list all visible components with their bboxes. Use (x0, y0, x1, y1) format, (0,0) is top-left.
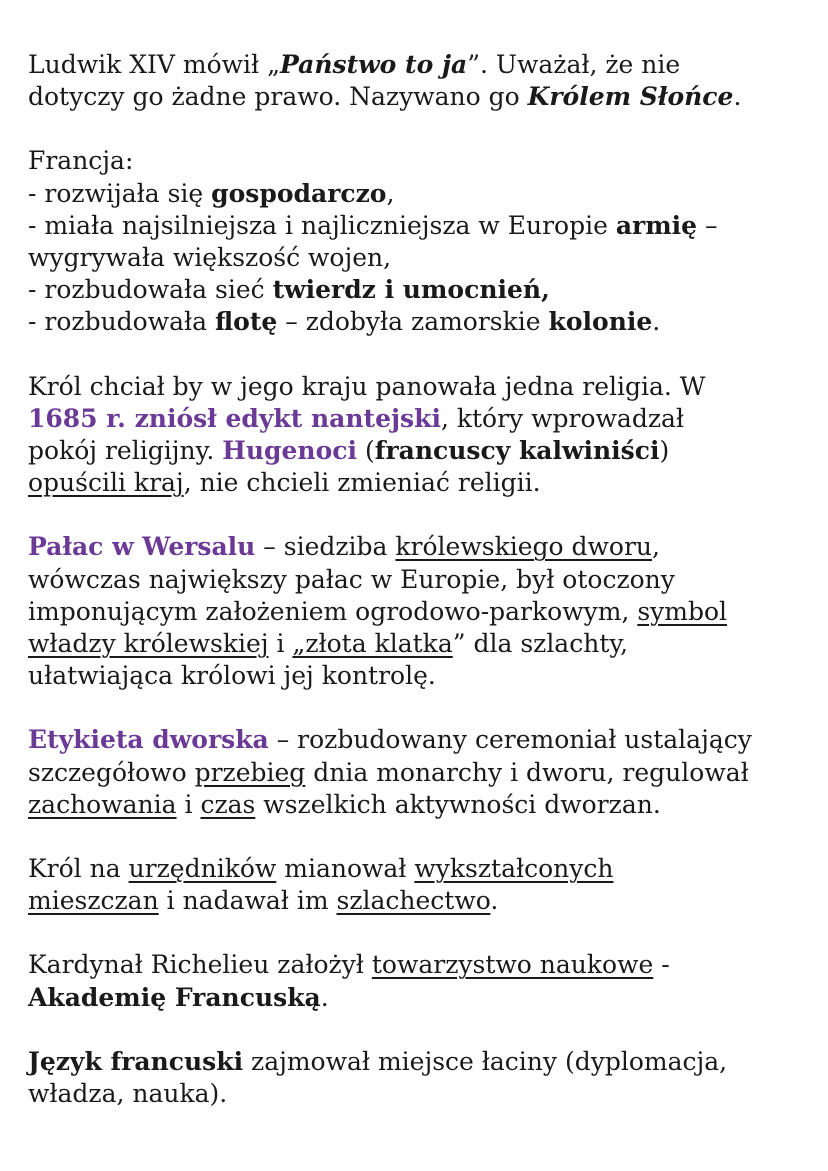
text-line: władza, nauka). (28, 1079, 228, 1109)
text-run: pokój religijny. (28, 436, 223, 466)
term-french-language: Język francuski (28, 1046, 244, 1076)
text-line (28, 49, 808, 81)
paragraph-french-language (28, 1046, 808, 1110)
term-versailles: Pałac w Wersalu (28, 532, 256, 562)
text-run: – rozbudowany ceremoniał ustalający (268, 725, 752, 755)
text-run: i (176, 789, 201, 819)
paragraph-officials (28, 853, 808, 917)
text-line (28, 628, 808, 660)
text-run: dnia monarchy i dworu, regulował (305, 757, 749, 787)
text-run: - (653, 950, 670, 980)
underlined-behaviour: zachowania (28, 789, 177, 819)
text-run: - rozbudowała sieć (28, 275, 273, 305)
underlined-officials: urzędników (128, 854, 277, 884)
text-line (28, 724, 808, 756)
text-run: ” dla szlachty, (452, 629, 629, 659)
text-line: ułatwiająca królowi jej kontrolę. (28, 661, 436, 691)
text-run: , nie chcieli zmieniać religii. (183, 468, 541, 498)
underlined-nobility: szlachectwo (336, 886, 491, 916)
underlined-golden-cage: „złota klatka (292, 629, 453, 659)
term-fleet: flotę (215, 307, 278, 337)
underlined-royal-power: władzy królewskiej (28, 629, 269, 659)
text-run: i (268, 629, 293, 659)
paragraph-academy (28, 949, 808, 1013)
list-heading: Francja: (28, 146, 134, 176)
underlined-scientific-society: towarzystwo naukowe (371, 950, 654, 980)
text-run: imponującym założeniem ogrodowo-parkowym, (28, 596, 638, 626)
text-run: , (652, 532, 660, 562)
text-line (28, 853, 808, 885)
text-run: , który wprowadzał (440, 403, 685, 433)
quote-etat-cest-moi: Państwo to ja (280, 50, 468, 79)
text-run: . (733, 82, 742, 112)
underlined-educated: wykształconych (414, 854, 614, 884)
term-fortresses: twierdz i umocnień, (272, 275, 550, 305)
text-line (28, 982, 808, 1014)
text-run: . (320, 982, 329, 1012)
text-run: – siedziba (255, 532, 396, 562)
text-run: - rozwijała się (28, 178, 212, 208)
text-run: mianował (276, 854, 415, 884)
underlined-left-country: opuścili kraj (28, 468, 184, 498)
term-sun-king: Królem Słońce (527, 82, 734, 112)
text-run: wszelkich aktywności dworzan. (255, 789, 661, 819)
paragraph-court-etiquette (28, 724, 808, 821)
text-line: wówczas największy pałac w Europie, był otoczony (28, 564, 675, 594)
underlined-royal-court: królewskiego dworu (395, 532, 653, 562)
text-line (28, 949, 808, 981)
text-run: – zdobyła zamorskie (277, 307, 549, 337)
term-french-calvinists: francuscy kalwiniści (374, 436, 660, 466)
text-run: – (697, 210, 718, 240)
term-army: armię (615, 210, 698, 240)
text-run: , (386, 178, 395, 208)
underlined-burghers: mieszczan (28, 886, 159, 916)
text-line (28, 467, 808, 499)
underlined-time: czas (200, 789, 256, 819)
text-run: Kardynał Richelieu założył (28, 950, 372, 980)
text-run: - miała najsilniejsza i najliczniejsza w Europie (28, 210, 616, 240)
list-item (28, 210, 808, 242)
paragraph-france (28, 145, 808, 338)
underlined-course: przebieg (194, 757, 306, 787)
paragraph-religion (28, 371, 808, 500)
text-run: Król na (28, 854, 129, 884)
text-line (28, 435, 808, 467)
list-item (28, 178, 808, 210)
text-run: Ludwik XIV mówił „ (28, 50, 281, 79)
term-colonies: kolonie (548, 307, 653, 337)
document-page (28, 49, 808, 1142)
term-huguenots: Hugenoci (222, 436, 358, 466)
text-run: . (652, 307, 661, 337)
text-line (28, 757, 808, 789)
term-edict-of-nantes: 1685 r. zniósł edykt nantejski (28, 403, 441, 433)
text-run: ”. Uważał, że nie (467, 50, 681, 79)
paragraph-louis-xiv (28, 49, 808, 113)
list-item (28, 274, 808, 306)
text-line (28, 789, 808, 821)
text-run: i nadawał im (158, 886, 337, 916)
term-economy: gospodarczo (211, 178, 387, 208)
underlined-symbol: symbol (637, 596, 728, 626)
text-line (28, 596, 808, 628)
text-run: ( (357, 436, 375, 466)
text-run: zajmował miejsce łaciny (dyplomacja, (243, 1046, 728, 1076)
text-run: . (490, 886, 499, 916)
term-court-etiquette: Etykieta dworska (28, 725, 269, 755)
list-item-continuation: wygrywała większość wojen, (28, 243, 392, 273)
text-line (28, 885, 808, 917)
paragraph-versailles (28, 531, 808, 692)
text-line (28, 403, 808, 435)
text-line (28, 531, 808, 563)
text-line (28, 81, 808, 113)
text-run: ) (659, 436, 670, 466)
text-line: Król chciał by w jego kraju panowała jedna religia. W (28, 371, 706, 401)
text-run: szczegółowo (28, 757, 195, 787)
list-item (28, 306, 808, 338)
term-french-academy: Akademię Francuską (28, 982, 321, 1012)
text-run: dotyczy go żadne prawo. Nazywano go (28, 82, 528, 112)
text-run: - rozbudowała (28, 307, 215, 337)
text-line (28, 1046, 808, 1078)
